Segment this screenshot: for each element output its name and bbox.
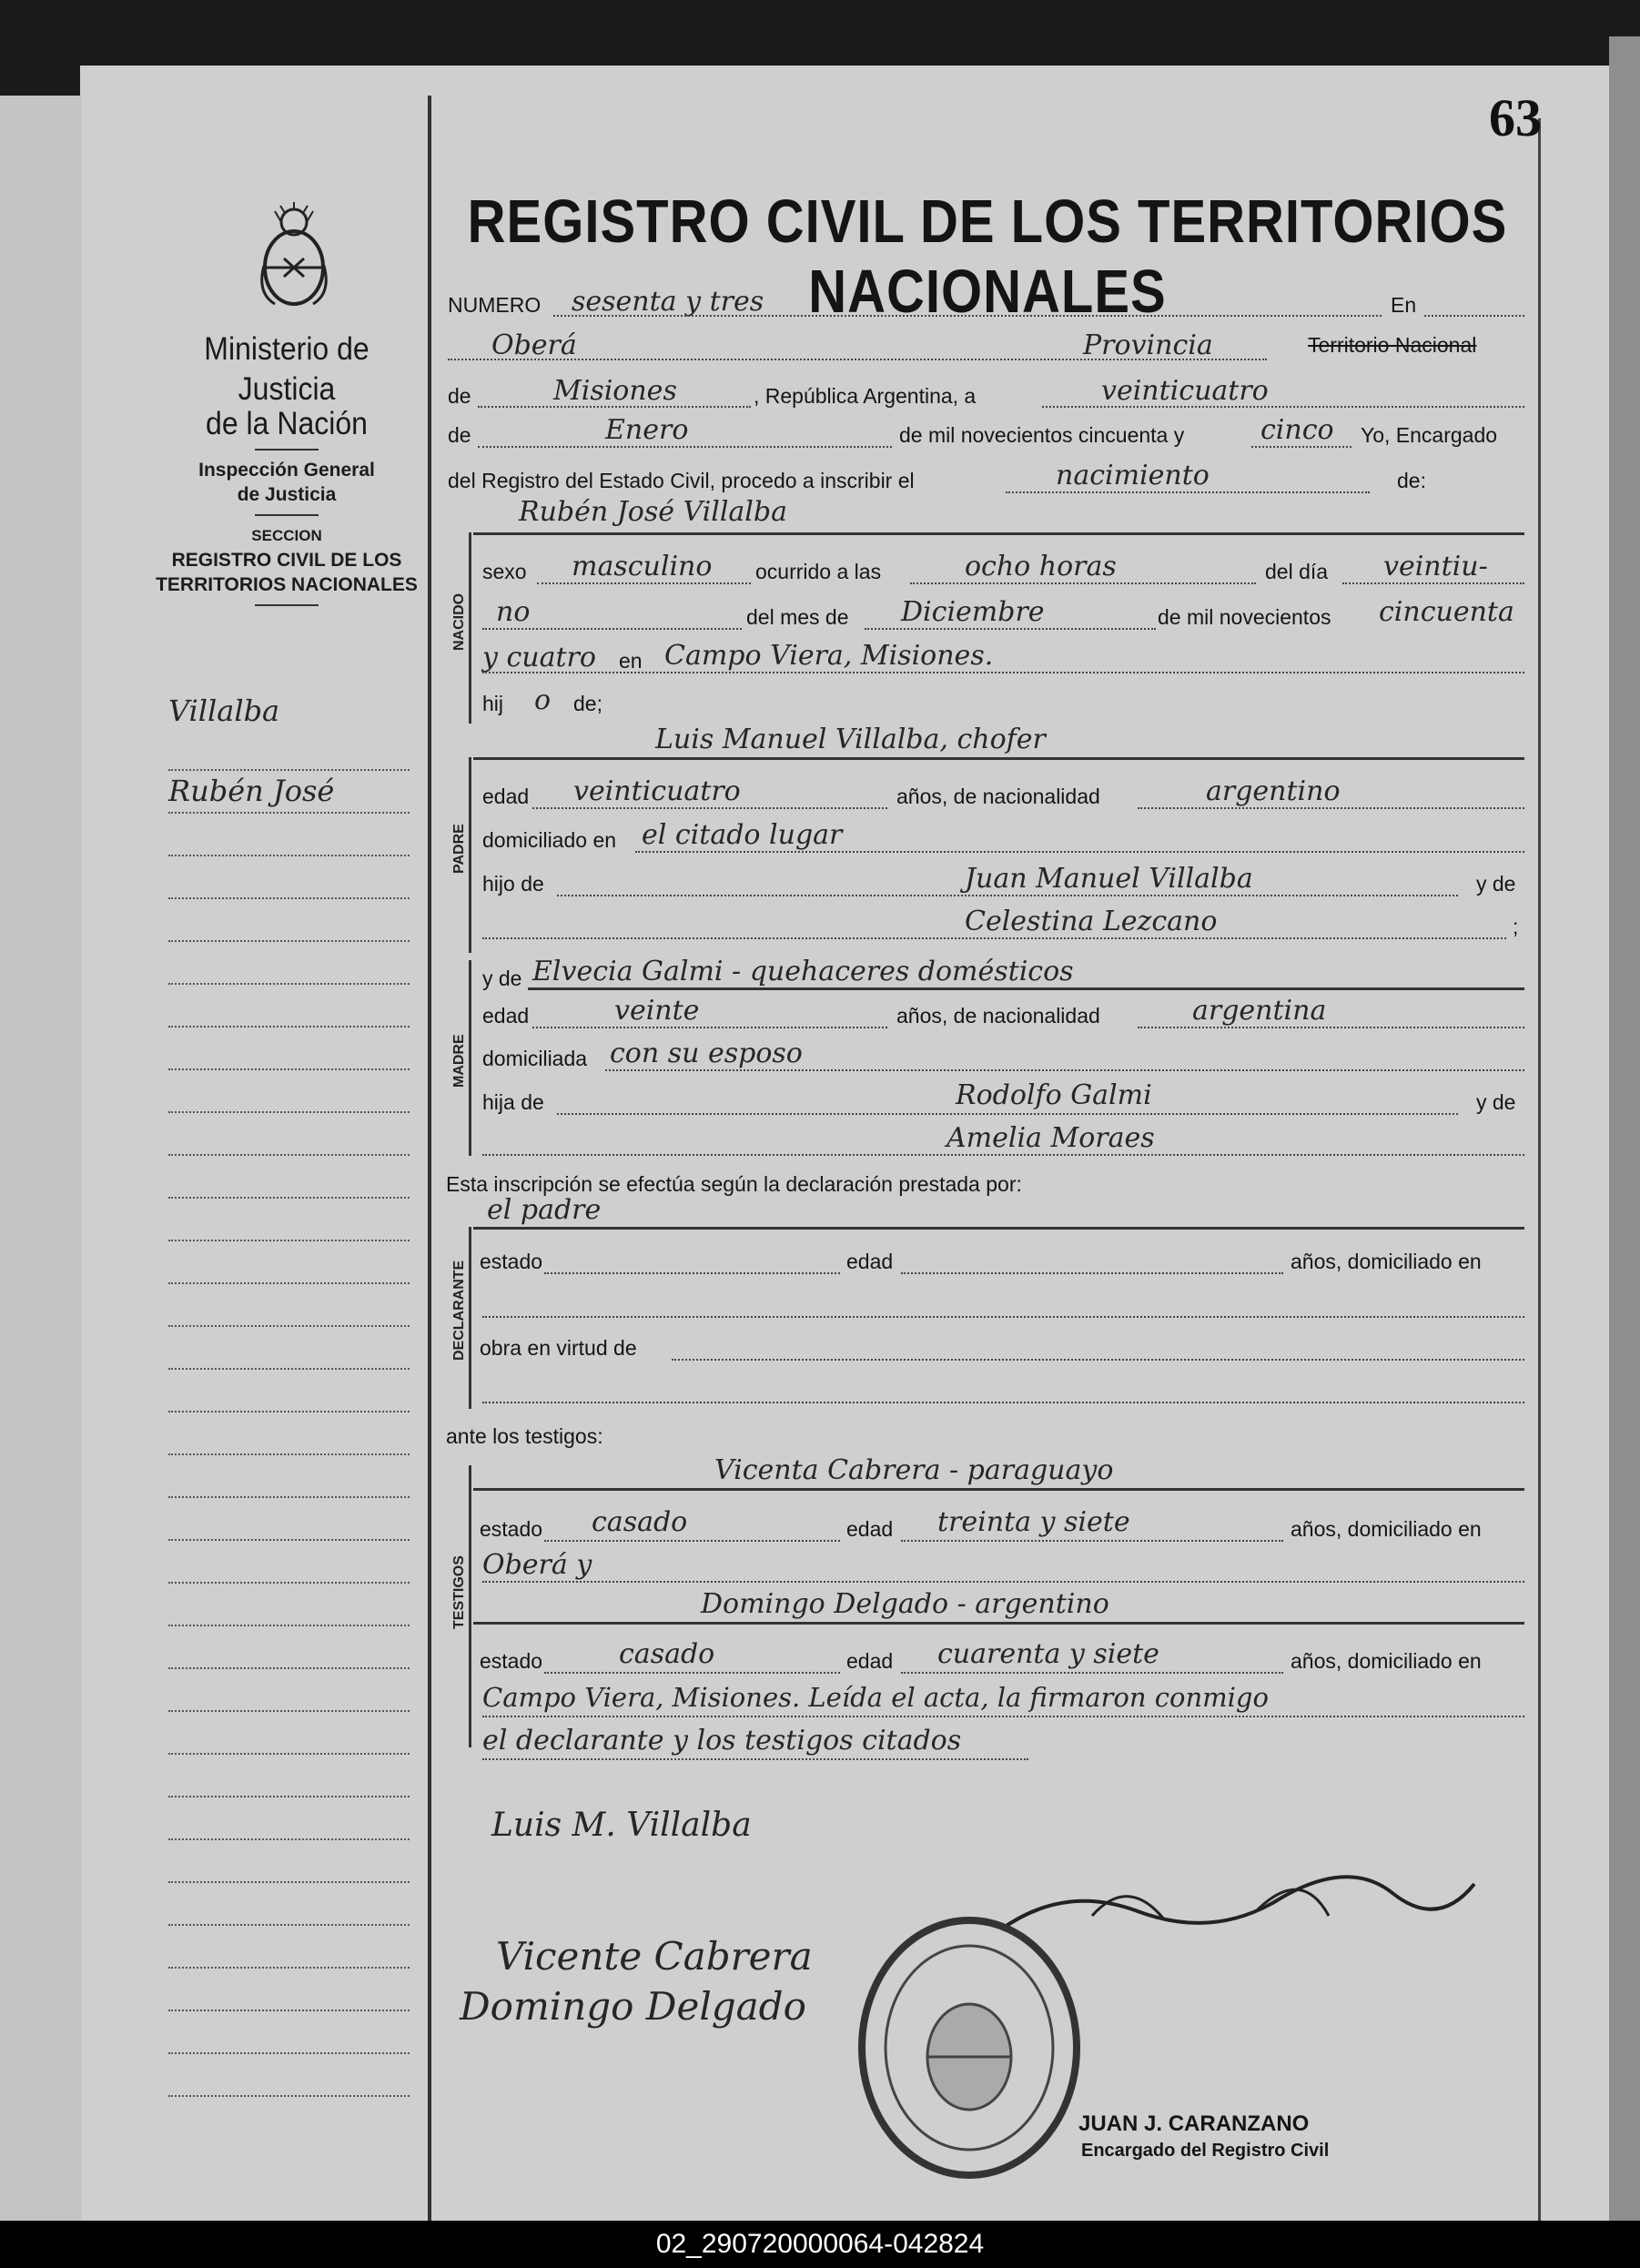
hour-value: ocho horas: [965, 551, 1117, 582]
nacido-full-name: Rubén José Villalba: [519, 496, 787, 528]
numero-label: NUMERO: [448, 293, 542, 317]
year-part-1: cincuenta: [1379, 596, 1514, 628]
t1-dom-label: años, domiciliado en: [1291, 1517, 1482, 1541]
section-line-1: REGISTRO CIVIL DE LOS: [171, 550, 402, 571]
madre-edad-value: veinte: [614, 995, 700, 1027]
right-rule: [1538, 118, 1541, 2221]
padre-semicolon: ;: [1513, 915, 1519, 938]
birth-place: Campo Viera, Misiones.: [664, 640, 994, 672]
padre-y-de-label: y de: [1476, 872, 1516, 896]
father-of-mother: Rodolfo Galmi: [956, 1079, 1152, 1111]
page-number: 63: [1489, 88, 1542, 147]
month-value: Enero: [605, 414, 689, 446]
registro-label: del Registro del Estado Civil, procedo a inscribir el: [448, 469, 915, 492]
ministry-line-2: de la Nación: [206, 405, 368, 441]
t2-dom-label: años, domiciliado en: [1291, 1649, 1482, 1673]
encargado-label: Yo, Encargado: [1361, 423, 1498, 447]
t2-estado-value: casado: [619, 1638, 715, 1670]
declaracion-intro: Esta inscripción se efectúa según la declaración prestada por:: [446, 1172, 1022, 1196]
de-label-2: de: [448, 423, 471, 447]
t2-estado-label: estado: [480, 1649, 543, 1673]
ministry-block: [155, 332, 419, 613]
republica-label: , República Argentina, a: [754, 384, 977, 408]
year-label: de mil novecientos cincuenta y: [899, 423, 1185, 447]
officer-title: Encargado del Registro Civil: [1081, 2141, 1330, 2161]
image-id-footer: 02_290720000064-042824: [0, 2221, 1640, 2268]
margin-given-names: Rubén José: [168, 774, 335, 808]
left-page-edge: [0, 96, 82, 2221]
mother-of-father: Celestina Lezcano: [965, 906, 1218, 937]
nacido-section-label: NACIDO: [451, 592, 467, 651]
year-nacido-label: de mil novecientos: [1158, 605, 1331, 629]
day-part-1: veintiu-: [1383, 551, 1488, 582]
padre-nac-label: años, de nacionalidad: [896, 785, 1100, 808]
t1-edad-value: treinta y siete: [937, 1506, 1130, 1538]
hijo-prefix: hij: [482, 692, 504, 715]
signature-witness-1: Vicente Cabrera: [496, 1934, 813, 1979]
decl-dom-label: años, domiciliado en: [1291, 1250, 1482, 1273]
margin-rule: [428, 96, 431, 2221]
madre-nac-label: años, de nacionalidad: [896, 1004, 1100, 1028]
margin-ruled-lines: [168, 769, 410, 2138]
decl-estado-label: estado: [480, 1250, 543, 1273]
father-of-father: Juan Manuel Villalba: [965, 863, 1253, 895]
en-label-nacido: en: [619, 649, 643, 673]
madre-section-label: MADRE: [451, 1034, 467, 1088]
padre-hijo-de-label: hijo de: [482, 872, 544, 896]
madre-dom-value: con su esposo: [610, 1038, 803, 1069]
divider: [255, 449, 319, 451]
mother-of-mother: Amelia Moraes: [947, 1122, 1155, 1154]
decl-obra-label: obra en virtud de: [480, 1336, 637, 1360]
madre-y-de-label-2: y de: [1476, 1090, 1516, 1114]
de-colon: de:: [1397, 469, 1426, 492]
year-part-2: y cuatro: [482, 642, 596, 673]
testigos-intro: ante los testigos:: [446, 1424, 603, 1448]
declarante-section-label: DECLARANTE: [451, 1260, 467, 1361]
section-label: SECCION: [251, 527, 322, 544]
declarante-value: el padre: [487, 1194, 602, 1226]
madre-hija-de-label: hija de: [482, 1090, 544, 1114]
witness-1-name: Vicenta Cabrera - paraguayo: [714, 1454, 1114, 1486]
civil-registry-stamp-icon: [851, 1911, 1088, 2184]
decl-edad-label: edad: [846, 1250, 894, 1273]
margin-surname: Villalba: [168, 694, 280, 728]
madre-y-de-label: y de: [482, 967, 522, 990]
t1-estado-value: casado: [592, 1506, 688, 1538]
divider: [255, 604, 319, 606]
hijo-suffix: o: [534, 684, 552, 716]
year-value: cinco: [1260, 414, 1334, 446]
padre-dom-value: el citado lugar: [642, 819, 843, 851]
month-nacido: Diciembre: [901, 596, 1045, 628]
divider: [255, 514, 319, 516]
hijo-de: de;: [573, 692, 602, 715]
del-dia-label: del día: [1265, 560, 1329, 583]
padre-edad-value: veinticuatro: [573, 775, 741, 807]
province-value: Misiones: [553, 375, 677, 407]
en-label: En: [1391, 293, 1417, 317]
day-value: veinticuatro: [1101, 375, 1269, 407]
provincia-word: Provincia: [1083, 329, 1213, 361]
ocurrido-label: ocurrido a las: [755, 560, 882, 583]
mes-label: del mes de: [746, 605, 849, 629]
numero-value: sesenta y tres: [572, 286, 764, 318]
inspection-line-2: de Justicia: [237, 484, 337, 505]
father-name: Luis Manuel Villalba, chofer: [655, 724, 1046, 755]
t2-edad-value: cuarenta y siete: [937, 1638, 1159, 1670]
t2-dom-value: Campo Viera, Misiones. Leída el acta, la firmaron conmigo: [482, 1682, 1269, 1713]
madre-dom-label: domiciliada: [482, 1047, 588, 1070]
locality-value: Oberá: [491, 329, 577, 361]
witness-2-name: Domingo Delgado - argentino: [701, 1588, 1109, 1620]
day-part-2: no: [496, 596, 531, 628]
t1-estado-label: estado: [480, 1517, 543, 1541]
signature-witness-2: Domingo Delgado: [460, 1984, 806, 2029]
signature-declarante: Luis M. Villalba: [491, 1807, 752, 1844]
padre-dom-label: domiciliado en: [482, 828, 617, 852]
page-title: REGISTRO CIVIL DE LOS TERRITORIOS NACIONALES: [467, 187, 1508, 326]
de-label: de: [448, 384, 471, 408]
t2-edad-label: edad: [846, 1649, 894, 1673]
inspection-line-1: Inspección General: [198, 460, 375, 481]
t1-edad-label: edad: [846, 1517, 894, 1541]
padre-nac-value: argentino: [1206, 775, 1341, 807]
ministry-line-1: Ministerio de Justicia: [204, 330, 370, 407]
closing-text: el declarante y los testigos citados: [482, 1725, 962, 1757]
right-page-edge: [1609, 36, 1640, 2221]
madre-nac-value: argentina: [1192, 995, 1327, 1027]
sexo-value: masculino: [572, 551, 713, 582]
testigos-section-label: TESTIGOS: [451, 1555, 467, 1629]
section-line-2: TERRITORIOS NACIONALES: [156, 574, 418, 595]
territorio-struck: Territorio Nacional: [1308, 333, 1477, 357]
padre-edad-label: edad: [482, 785, 530, 808]
madre-edad-label: edad: [482, 1004, 530, 1028]
officer-name: JUAN J. CARANZANO: [1078, 2111, 1310, 2136]
coat-of-arms-icon: [257, 202, 331, 309]
mother-name: Elvecia Galmi - quehaceres domésticos: [532, 956, 1074, 987]
sexo-label: sexo: [482, 560, 527, 583]
act-type: nacimiento: [1056, 460, 1210, 491]
t1-dom-value: Oberá y: [482, 1549, 592, 1581]
padre-section-label: PADRE: [451, 824, 467, 874]
